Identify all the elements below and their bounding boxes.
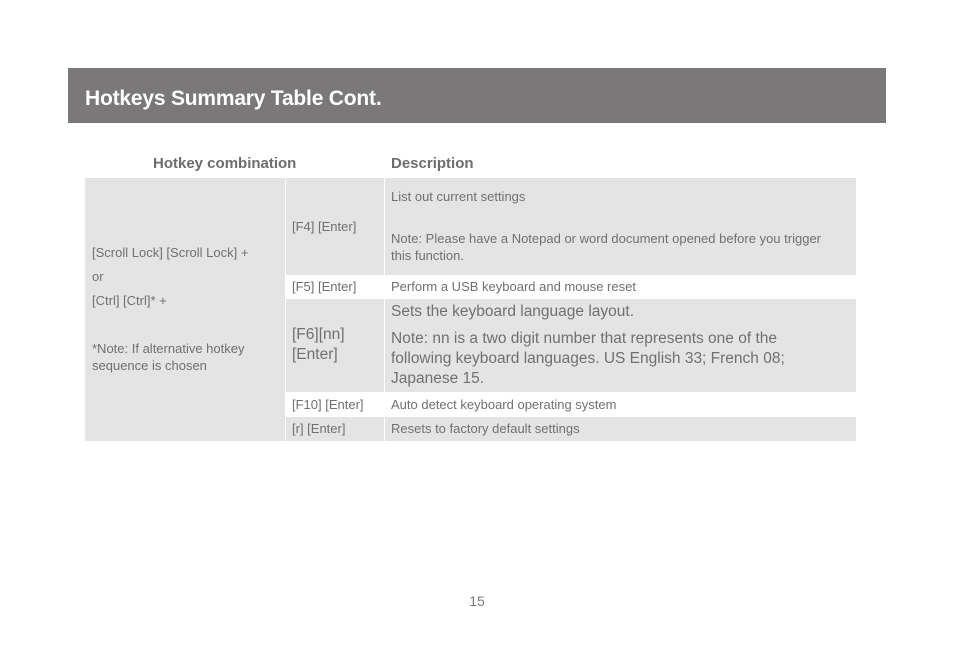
combination-line-3: [Ctrl] [Ctrl]* + xyxy=(92,293,167,308)
hotkey-key: [F6][nn] [Enter] xyxy=(292,326,345,363)
table-row xyxy=(286,299,384,392)
description-text: List out current settings xyxy=(391,189,526,204)
table-row-description xyxy=(385,178,856,275)
column-header-description: Description xyxy=(391,155,474,172)
description-note: Note: Please have a Notepad or word document opened before you trigger this function. xyxy=(391,231,821,263)
combination-line-1: [Scroll Lock] [Scroll Lock] + xyxy=(92,245,249,260)
description-text: Sets the keyboard language layout. xyxy=(391,303,635,320)
description-note: Note: nn is a two digit number that represents one of the following keyboard languages. US English 33; French 08; Japanese 15. xyxy=(391,330,785,387)
page-title: Hotkeys Summary Table Cont. xyxy=(85,87,382,110)
table-row-description xyxy=(385,393,856,416)
description-text: Resets to factory default settings xyxy=(391,421,580,436)
combination-cell xyxy=(85,178,285,441)
page-number: 15 xyxy=(469,593,485,609)
description-text: Perform a USB keyboard and mouse reset xyxy=(391,279,636,294)
table-row xyxy=(286,417,384,441)
hotkey-key: [r] [Enter] xyxy=(292,421,346,436)
table-row-description xyxy=(385,299,856,392)
combination-note: *Note: If alternative hotkey sequence is chosen xyxy=(92,341,245,373)
title-bar xyxy=(68,68,886,123)
table-row xyxy=(286,276,384,298)
hotkey-key: [F5] [Enter] xyxy=(292,279,357,294)
hotkey-key: [F4] [Enter] xyxy=(292,219,357,234)
table-row xyxy=(286,178,384,275)
table-row-description xyxy=(385,417,856,441)
description-text: Auto detect keyboard operating system xyxy=(391,397,617,412)
table-row xyxy=(286,393,384,416)
table-row-description xyxy=(385,276,856,298)
hotkey-key: [F10] [Enter] xyxy=(292,397,364,412)
combination-line-2: or xyxy=(92,269,104,284)
column-header-combination: Hotkey combination xyxy=(153,155,297,172)
